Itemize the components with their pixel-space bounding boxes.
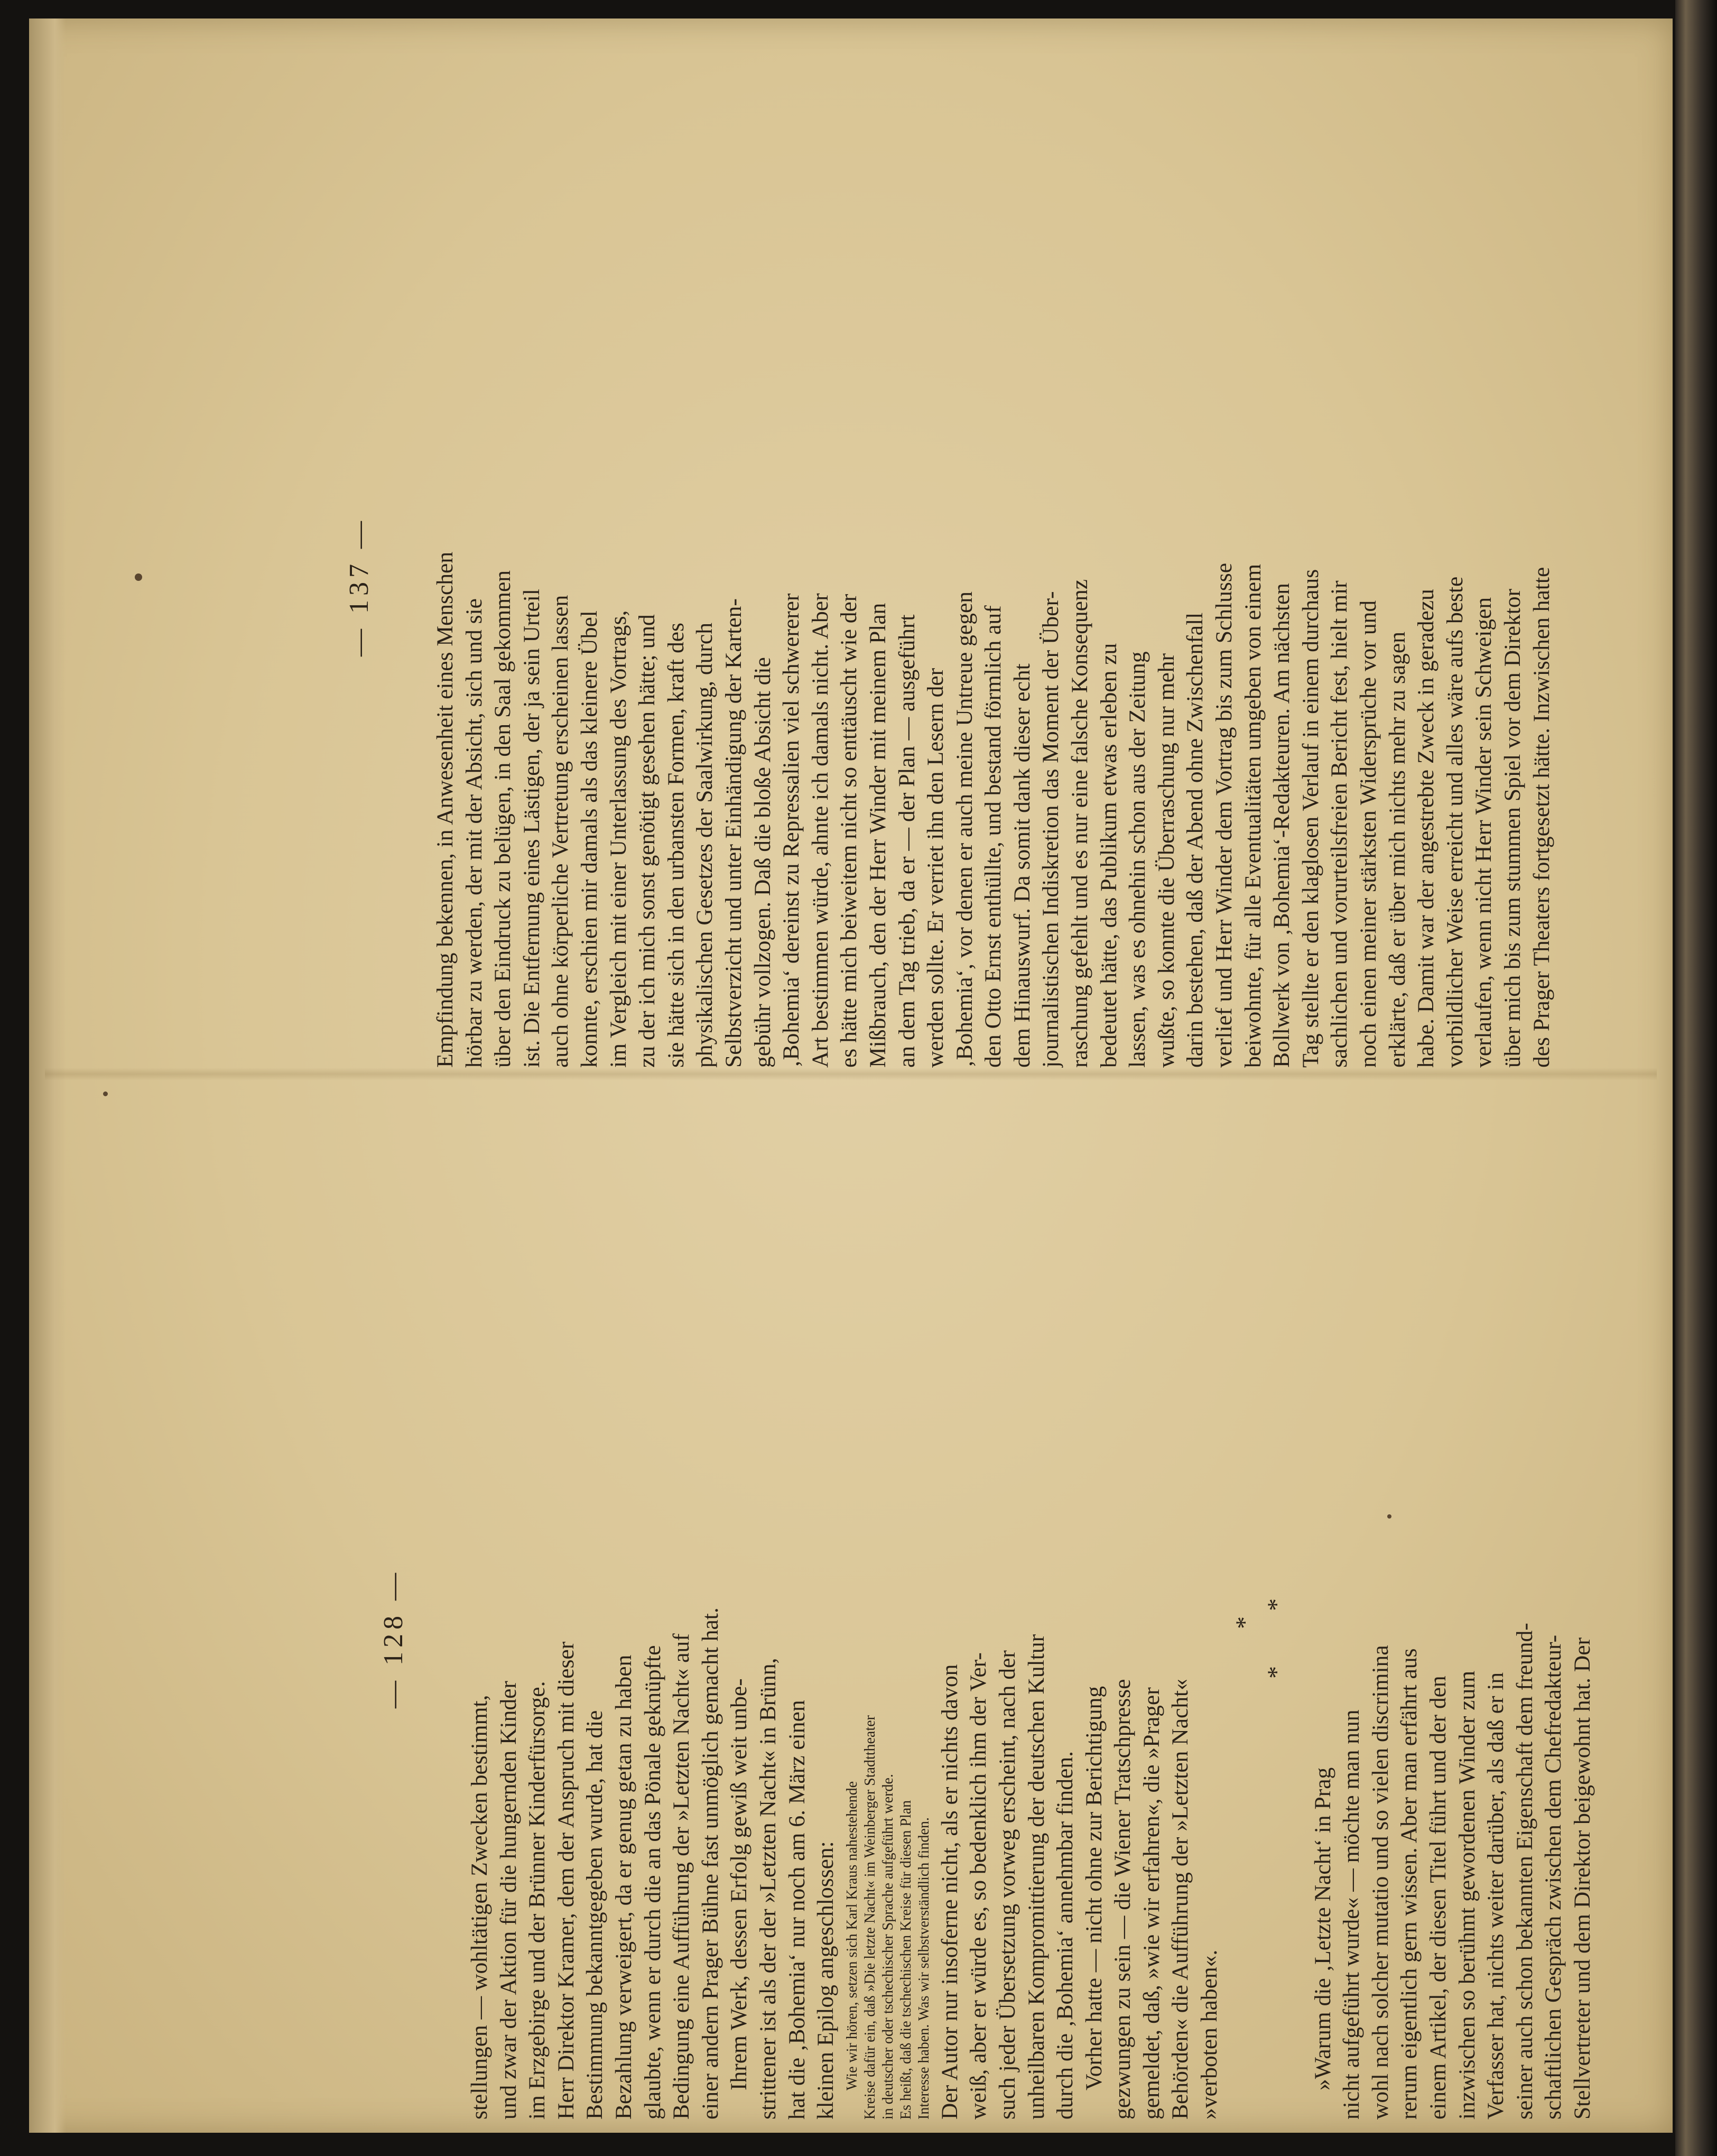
text-line: im Erzgebirge und der Brünner Kinderfürsorge. bbox=[524, 1681, 550, 2120]
text-line: einem Artikel, der diesen Titel führt und der den bbox=[1425, 1676, 1451, 2120]
text-line: zu der ich mich sonst genötigt gesehen hätte; und bbox=[634, 614, 660, 1068]
text-line: Bestimmung bekanntgegeben wurde, hat die bbox=[582, 1710, 608, 2120]
text-line: Mißbrauch, den der Herr Winder mit meinem Plan bbox=[865, 603, 890, 1068]
page-128 bbox=[359, 1158, 1681, 2120]
scanner-edge bbox=[1675, 0, 1717, 2156]
center-crease bbox=[45, 1068, 1657, 1080]
text-line: strittener ist als der der »Letzten Nacht« in Brünn, bbox=[755, 1658, 781, 2120]
text-line: schaftlichen Gespräch zwischen dem Chefredakteur- bbox=[1540, 1634, 1566, 2120]
text-line: gezwungen zu sein — die Wiener Tratschpresse bbox=[1110, 1679, 1136, 2120]
text-line: weiß, aber er würde es, so bedenklich ihm der Ver- bbox=[966, 1652, 991, 2120]
text-line: gemeldet, daß, »wie wir erfahren«, die »Prager bbox=[1138, 1687, 1164, 2120]
page-137 bbox=[325, 106, 1646, 1068]
text-line: »Warum die ‚Letzte Nacht‘ in Prag bbox=[1310, 1767, 1335, 2090]
page-number: — 137 — bbox=[344, 517, 374, 656]
text-line: Verfasser hat, nichts weiter darüber, als daß er in bbox=[1483, 1672, 1509, 2120]
text-line: such jeder Übersetzung vorweg erscheint, nach der bbox=[994, 1650, 1020, 2120]
text-line: Vorher hatte — nicht ohne zur Berichtigung bbox=[1081, 1686, 1107, 2090]
text-line: lassen, was es ohnehin schon aus der Zeitung bbox=[1125, 651, 1150, 1068]
text-line: vorbildlicher Weise erreicht und alles wäre aufs beste bbox=[1442, 576, 1468, 1068]
text-line: auch ohne körperliche Vertretung erscheinen lassen bbox=[547, 595, 573, 1068]
text-line: ‚Bohemia‘ dereinst zu Repressalien viel schwererer bbox=[778, 593, 804, 1068]
text-line: über mich bis zum stummen Spiel vor dem Direktor bbox=[1499, 588, 1525, 1068]
text-line: Ihrem Werk, dessen Erfolg gewiß weit unbe- bbox=[726, 1678, 752, 2090]
text-line: bedeutet hätte, das Publikum etwas erleben zu bbox=[1096, 643, 1121, 1068]
text-line: Tag stellte er den klaglosen Verlauf in einem durchaus bbox=[1297, 569, 1323, 1068]
text-line: Behörden« die Aufführung der »Letzten Nacht« bbox=[1167, 1679, 1193, 2120]
asterism: * bbox=[1230, 1616, 1259, 1629]
text-line: Bezahlung verweigert, da er genug getan zu haben bbox=[610, 1654, 636, 2120]
asterism: * bbox=[1262, 1598, 1291, 1611]
text-line: glaubte, wenn er durch die an das Pönale geknüpfte bbox=[639, 1645, 665, 2120]
text-line: darin bestehen, daß der Abend ohne Zwischenfall bbox=[1182, 612, 1208, 1068]
text-line: noch einen meiner stärksten Widersprüche vor und bbox=[1356, 600, 1381, 1068]
text-line: kleinen Epilog angeschlossen: bbox=[813, 1841, 839, 2120]
text-line: über den Eindruck zu belügen, in den Saal gekommen bbox=[490, 570, 516, 1068]
text-line: sachlichen und vorurteilsfreien Bericht fest, hielt mir bbox=[1326, 580, 1352, 1068]
text-line: im Vergleich mit einer Unterlassung des Vortrags, bbox=[605, 610, 631, 1068]
text-line: seiner auch schon bekannten Eigenschaft dem freund- bbox=[1511, 1623, 1537, 2120]
asterism: * bbox=[1262, 1666, 1291, 1679]
text-line: und zwar der Aktion für die hungernden Kinder bbox=[495, 1681, 521, 2120]
note-line: Wie wir hören, setzen sich Karl Kraus nahestehende bbox=[843, 1781, 860, 2090]
text-line: verlaufen, wenn nicht Herr Winder sein Schweigen bbox=[1471, 597, 1497, 1068]
text-line: Bollwerk von ‚Bohemia‘-Redakteuren. Am nächsten bbox=[1269, 583, 1295, 1068]
text-line: Bedingung eine Aufführung der »Letzten Nacht« auf bbox=[669, 1633, 694, 2120]
text-line: Herr Direktor Kramer, dem der Anspruch mit dieser bbox=[553, 1641, 579, 2120]
note-line: in deutscher oder tschechischer Sprache aufgeführt werde. bbox=[879, 1774, 896, 2120]
text-line: Empfindung bekennen, in Anwesenheit eines Menschen bbox=[432, 551, 458, 1068]
page-number: — 128 — bbox=[378, 1569, 409, 1708]
text-line: raschung gefehlt und es nur eine falsche Konsequenz bbox=[1067, 579, 1093, 1068]
text-line: Der Autor nur insoferne nicht, als er nichts davon bbox=[936, 1664, 962, 2120]
page-128-text bbox=[465, 1158, 1597, 2120]
text-line: Art bestimmen würde, ahnte ich damals nicht. Aber bbox=[807, 593, 833, 1068]
note-line: Es heißt, daß die tschechischen Kreise für diesen Plan bbox=[897, 1800, 914, 2120]
text-line: einer andern Prager Bühne fast unmöglich gemacht hat. bbox=[697, 1607, 723, 2120]
text-line: wußte, so konnte die Überraschung nur mehr bbox=[1153, 653, 1179, 1068]
text-line: ist. Die Entfernung eines Lästigen, der ja sein Urteil bbox=[518, 589, 544, 1068]
text-line: konnte, erschien mir damals als das kleinere Übel bbox=[576, 610, 602, 1068]
text-line: wohl nach solcher mutatio und so vielen discrimina bbox=[1367, 1645, 1393, 2120]
text-line: dem Hinauswurf. Da somit dank dieser echt bbox=[1009, 663, 1035, 1068]
text-line: hörbar zu werden, der mit der Absicht, sich und sie bbox=[461, 598, 487, 1068]
text-line: stellungen — wohltätigen Zwecken bestimmt, bbox=[467, 1695, 492, 2120]
asterism-pair bbox=[1261, 1158, 1293, 2120]
page-137-text bbox=[431, 106, 1556, 1068]
note-line: Interesse haben. Was wir selbstverständlich finden. bbox=[915, 1817, 932, 2120]
text-line: erklärte, daß er über mich nichts mehr zu sagen bbox=[1384, 632, 1410, 1068]
text-line: hat die ‚Bohemia‘ nur noch am 6. März einen bbox=[784, 1700, 810, 2120]
text-line: an dem Tag trieb, da er — der Plan — ausgeführt bbox=[894, 614, 920, 1068]
text-line: gebühr vollzogen. Daß die bloße Absicht die bbox=[749, 657, 775, 1068]
text-line: »verboten haben«. bbox=[1196, 1949, 1222, 2120]
text-line: werden sollte. Er verriet ihn den Lesern der bbox=[923, 668, 949, 1068]
text-line: den Otto Ernst enthüllte, und bestand förmlich auf bbox=[980, 605, 1006, 1068]
text-line: unheilbaren Kompromittierung der deutschen Kultur bbox=[1023, 1634, 1049, 2120]
note-line: Kreise dafür ein, daß »Die letzte Nacht« im Weinberger Stadttheater bbox=[861, 1715, 878, 2120]
text-line: es hätte mich beiweitem nicht so enttäuscht wie der bbox=[836, 594, 862, 1068]
text-line: habe. Damit war der angestrebte Zweck in geradezu bbox=[1413, 589, 1439, 1068]
text-line: physikalischen Gesetzes der Saalwirkung, durch bbox=[692, 623, 718, 1068]
paper-spot bbox=[135, 573, 142, 581]
text-line: durch die ‚Bohemia‘ annehmbar finden. bbox=[1052, 1751, 1078, 2120]
quoted-note bbox=[843, 1158, 933, 2120]
paper-spot bbox=[103, 1091, 108, 1096]
text-line: beiwohnte, für alle Eventualitäten umgeben von einem bbox=[1240, 563, 1266, 1068]
section-divider bbox=[1229, 1158, 1298, 2120]
text-line: inzwischen so berühmt gewordenen Winder zum bbox=[1454, 1670, 1480, 2120]
text-line: verlief und Herr Winder dem Vortrag bis zum Schlusse bbox=[1211, 562, 1237, 1068]
text-line: journalistischen Indiskretion das Moment der Über- bbox=[1038, 591, 1064, 1068]
text-line: ‚Bohemia‘, vor denen er auch meine Untreue gegen bbox=[951, 591, 977, 1068]
text-line: nicht aufgeführt wurde« — möchte man nun bbox=[1339, 1709, 1365, 2120]
text-line: rerum eigentlich gern wissen. Aber man erfährt aus bbox=[1396, 1648, 1422, 2120]
text-line: Selbstverzicht und unter Einhändigung der Karten- bbox=[720, 598, 746, 1068]
text-line: des Prager Theaters fortgesetzt hätte. Inzwischen hatte bbox=[1528, 567, 1554, 1068]
text-line: sie hätte sich in den urbansten Formen, kraft des bbox=[663, 623, 689, 1068]
text-line: Stellvertreter und dem Direktor beigewohnt hat. Der bbox=[1570, 1637, 1595, 2120]
